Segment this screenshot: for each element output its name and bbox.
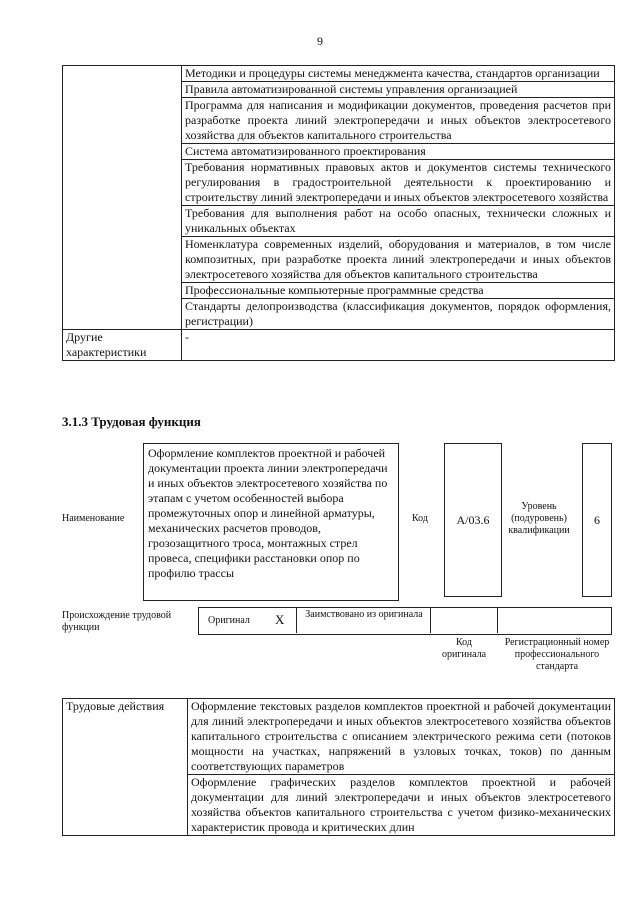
divider xyxy=(430,607,431,633)
table-cell: Номенклатура современных изделий, оборудования и материалов, в том числе композитных, при разработке проекта линий электропередачи и иных объектов электросетевого хозяйства для объектов капитального строительства xyxy=(182,237,615,283)
page-number: 9 xyxy=(317,34,323,48)
table-cell: Профессиональные компьютерные программные средства xyxy=(182,283,615,299)
table-cell: Требования для выполнения работ на особо опасных, технически сложных и уникальных объектах xyxy=(182,206,615,237)
knowledge-table xyxy=(62,65,615,361)
table-cell: Оформление графических разделов комплектов проектной и рабочей документации для линий электропередачи и иных объектов электросетевого хозяйства объектов капитального строительства с учетом физико-механических характеристик провода и критических длин xyxy=(188,775,615,836)
reg-number-caption: Регистрационный номер профессионального стандарта xyxy=(504,637,610,672)
table-cell: Оформление текстовых разделов комплектов проектной и рабочей документации для линий электропередачи и иных объектов электросетевого хозяйства объектов капитального строительства с описанием электрического режима сети (потоков мощности на участках, напряжений в узловых точках, токов) по данным соответствующих параметров xyxy=(188,699,615,775)
other-characteristics-value: - xyxy=(182,330,615,361)
name-label: Наименование xyxy=(62,513,125,524)
code-label: Код xyxy=(412,513,428,524)
table-cell: Система автоматизированного проектирования xyxy=(182,144,615,160)
divider xyxy=(497,607,498,633)
actions-table xyxy=(62,698,615,836)
empty-label-cell xyxy=(63,66,182,330)
table-row xyxy=(63,699,615,775)
table-cell: Программа для написания и модификации документов, проведения расчетов при разработке проекта линий электропередачи и иных объектов электросетевого хозяйства для объектов капитального строительства xyxy=(182,98,615,144)
borrowed-label: Заимствовано из оригинала xyxy=(305,609,423,620)
other-characteristics-label: Другие характеристики xyxy=(63,330,182,361)
code-original-caption: Код оригинала xyxy=(441,637,487,660)
table-cell: Методики и процедуры системы менеджмента качества, стандартов организации xyxy=(182,66,615,82)
table-row xyxy=(63,66,615,82)
table-cell: Требования нормативных правовых актов и документов системы технического регулирования в градостроительной деятельности к проектированию и строительству линий электропередачи и иных объектов электросетевого хозяйства xyxy=(182,160,615,206)
actions-label: Трудовые действия xyxy=(63,699,188,836)
divider xyxy=(296,607,297,633)
level-value-box: 6 xyxy=(582,443,612,597)
table-row xyxy=(63,330,615,361)
original-mark: X xyxy=(275,612,285,627)
original-label: Оригинал xyxy=(208,615,250,626)
table-cell: Правила автоматизированной системы управления организацией xyxy=(182,82,615,98)
table-cell: Стандарты делопроизводства (классификация документов, порядок оформления, регистрации) xyxy=(182,299,615,330)
level-label: Уровень (подуровень) квалификации xyxy=(508,501,570,536)
origin-label: Происхождение трудовой функции xyxy=(62,610,172,633)
section-heading: 3.1.3 Трудовая функция xyxy=(62,414,201,429)
code-value-box: А/03.6 xyxy=(444,443,502,597)
function-name-box: Оформление комплектов проектной и рабочей документации проекта линии электропередачи и иных объектов электросетевого хозяйства по этапам с учетом особенностей выбора промежуточных опор и линейной арматуры, механических расчетов проводов, грозозащитного троса, монтажных стрел провеса, специфики расстановки опор по профилю трассы xyxy=(143,443,399,601)
